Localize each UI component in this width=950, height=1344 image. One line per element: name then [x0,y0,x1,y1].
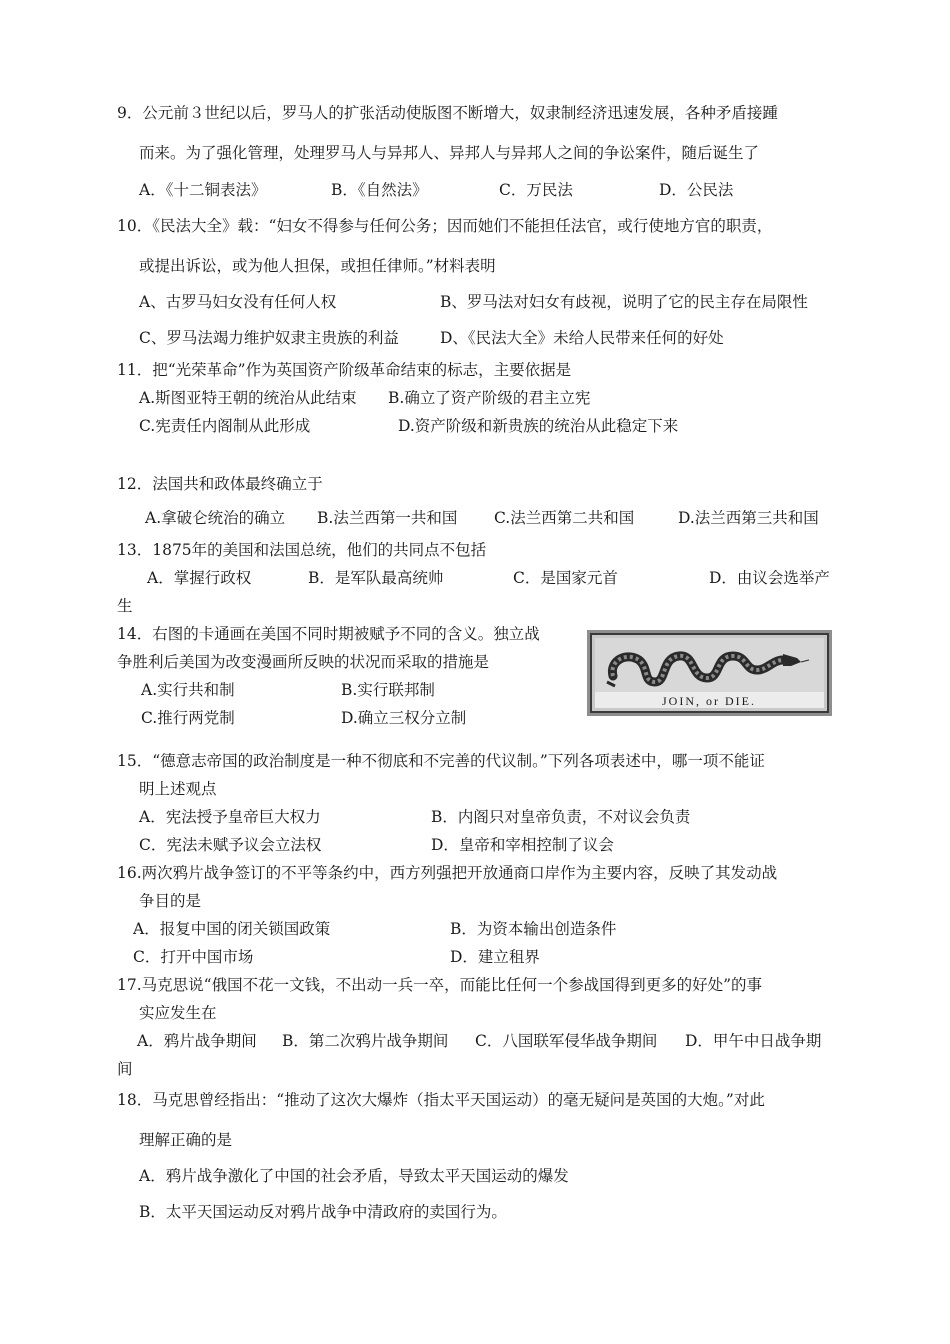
q10-option-b[interactable]: B、罗马法对妇女有歧视，说明了它的民主存在局限性 [440,293,808,311]
q17-stem-line2: 实应发生在 [139,1004,217,1022]
q10-option-d[interactable]: D、《民法大全》未给人民带来任何的好处 [440,329,724,347]
q11-option-b[interactable]: B.确立了资产阶级的君主立宪 [388,389,591,407]
q9-option-a[interactable]: A．《十二铜表法》 [139,181,267,199]
q16-stem-line2: 争目的是 [139,892,202,910]
q11-option-d[interactable]: D.资产阶级和新贵族的统治从此稳定下来 [398,417,679,435]
q17-stem-line1: 17.马克思说“俄国不花一文钱，不出动一兵一卒，而能比任何一个参战国得到更多的好处”的事 [117,976,763,994]
q15-stem-line1: 15．“德意志帝国的政治制度是一种不彻底和不完善的代议制。”下列各项表述中，哪一项不能证 [117,752,765,770]
q13-option-d[interactable]: D．由议会选举产 [709,569,830,587]
q11-option-c[interactable]: C.宪责任内阁制从此形成 [139,417,311,435]
q13-option-d-wrap: 生 [117,597,133,615]
q14-option-b[interactable]: B.实行联邦制 [341,681,435,699]
q11-option-a[interactable]: A.斯图亚特王朝的统治从此结束 [139,389,357,407]
q10-stem-line1: 10．《民法大全》载：“妇女不得参与任何公务；因而她们不能担任法官，或行使地方官的职责， [117,217,773,235]
q18-stem-line2: 理解正确的是 [139,1131,233,1149]
q10-option-a[interactable]: A、古罗马妇女没有任何人权 [139,293,337,311]
q15-option-d[interactable]: D．皇帝和宰相控制了议会 [431,836,614,854]
q14-stem-line2: 争胜利后美国为改变漫画所反映的状况而采取的措施是 [117,653,490,671]
q18-option-a[interactable]: A．鸦片战争激化了中国的社会矛盾，导致太平天国运动的爆发 [139,1167,569,1185]
q12-option-d[interactable]: D.法兰西第三共和国 [678,509,819,527]
q13-option-a[interactable]: A．掌握行政权 [147,569,252,587]
q9-stem-line1: 9．公元前３世纪以后，罗马人的扩张活动使版图不断增大，奴隶制经济迅速发展，各种矛盾接踵 [117,104,778,122]
q17-option-a[interactable]: A．鸦片战争期间 [137,1032,257,1050]
q10-option-c[interactable]: C、罗马法竭力维护奴隶主贵族的利益 [139,329,399,347]
q9-option-c[interactable]: C．万民法 [499,181,573,199]
q16-option-a[interactable]: A．报复中国的闭关锁国政策 [133,920,331,938]
q10-stem-line2: 或提出诉讼，或为他人担保，或担任律师。”材料表明 [139,257,496,275]
q11-stem: 11．把“光荣革命”作为英国资产阶级革命结束的标志，主要依据是 [117,361,572,379]
q15-option-b[interactable]: B．内阁只对皇帝负责，不对议会负责 [431,808,691,826]
q9-option-b[interactable]: B．《自然法》 [331,181,428,199]
q13-option-b[interactable]: B．是军队最高统帅 [308,569,444,587]
q16-stem-line1: 16.两次鸦片战争签订的不平等条约中，西方列强把开放通商口岸作为主要内容，反映了其发动战 [117,864,778,882]
q12-option-a[interactable]: A.拿破仑统治的确立 [145,509,286,527]
q16-option-d[interactable]: D．建立租界 [450,948,540,966]
q9-stem-line2: 而来。为了强化管理，处理罗马人与异邦人、异邦人与异邦人之间的争讼案件，随后诞生了 [139,144,760,162]
snake-cartoon-image [587,630,832,716]
q12-option-c[interactable]: C.法兰西第二共和国 [494,509,635,527]
q12-stem: 12．法国共和政体最终确立于 [117,475,323,493]
q13-stem: 13．1875年的美国和法国总统，他们的共同点不包括 [117,541,487,559]
q13-option-c[interactable]: C．是国家元首 [513,569,618,587]
q14-option-d[interactable]: D.确立三权分立制 [341,709,467,727]
q17-option-b[interactable]: B．第二次鸦片战争期间 [282,1032,449,1050]
q14-stem-line1: 14．右图的卡通画在美国不同时期被赋予不同的含义。独立战 [117,625,540,643]
q15-option-a[interactable]: A．宪法授予皇帝巨大权力 [139,808,321,826]
q17-option-c[interactable]: C．八国联军侵华战争期间 [475,1032,658,1050]
q15-option-c[interactable]: C．宪法未赋予议会立法权 [139,836,322,854]
q17-option-d-wrap: 间 [117,1060,133,1078]
q14-option-a[interactable]: A.实行共和制 [141,681,235,699]
q15-stem-line2: 明上述观点 [139,780,217,798]
q18-option-b[interactable]: B．太平天国运动反对鸦片战争中清政府的卖国行为。 [139,1203,507,1221]
q14-option-c[interactable]: C.推行两党制 [141,709,235,727]
q18-stem-line1: 18．马克思曾经指出：“推动了这次大爆炸（指太平天国运动）的毫无疑问是英国的大炮。”对此 [117,1091,765,1109]
cartoon-caption: JOIN, or DIE. [662,694,756,708]
q17-option-d[interactable]: D．甲午中日战争期 [685,1032,822,1050]
q9-option-d[interactable]: D．公民法 [659,181,734,199]
q16-option-c[interactable]: C．打开中国市场 [133,948,254,966]
q16-option-b[interactable]: B．为资本输出创造条件 [450,920,617,938]
join-or-die-cartoon [587,630,832,716]
q12-option-b[interactable]: B.法兰西第一共和国 [317,509,458,527]
